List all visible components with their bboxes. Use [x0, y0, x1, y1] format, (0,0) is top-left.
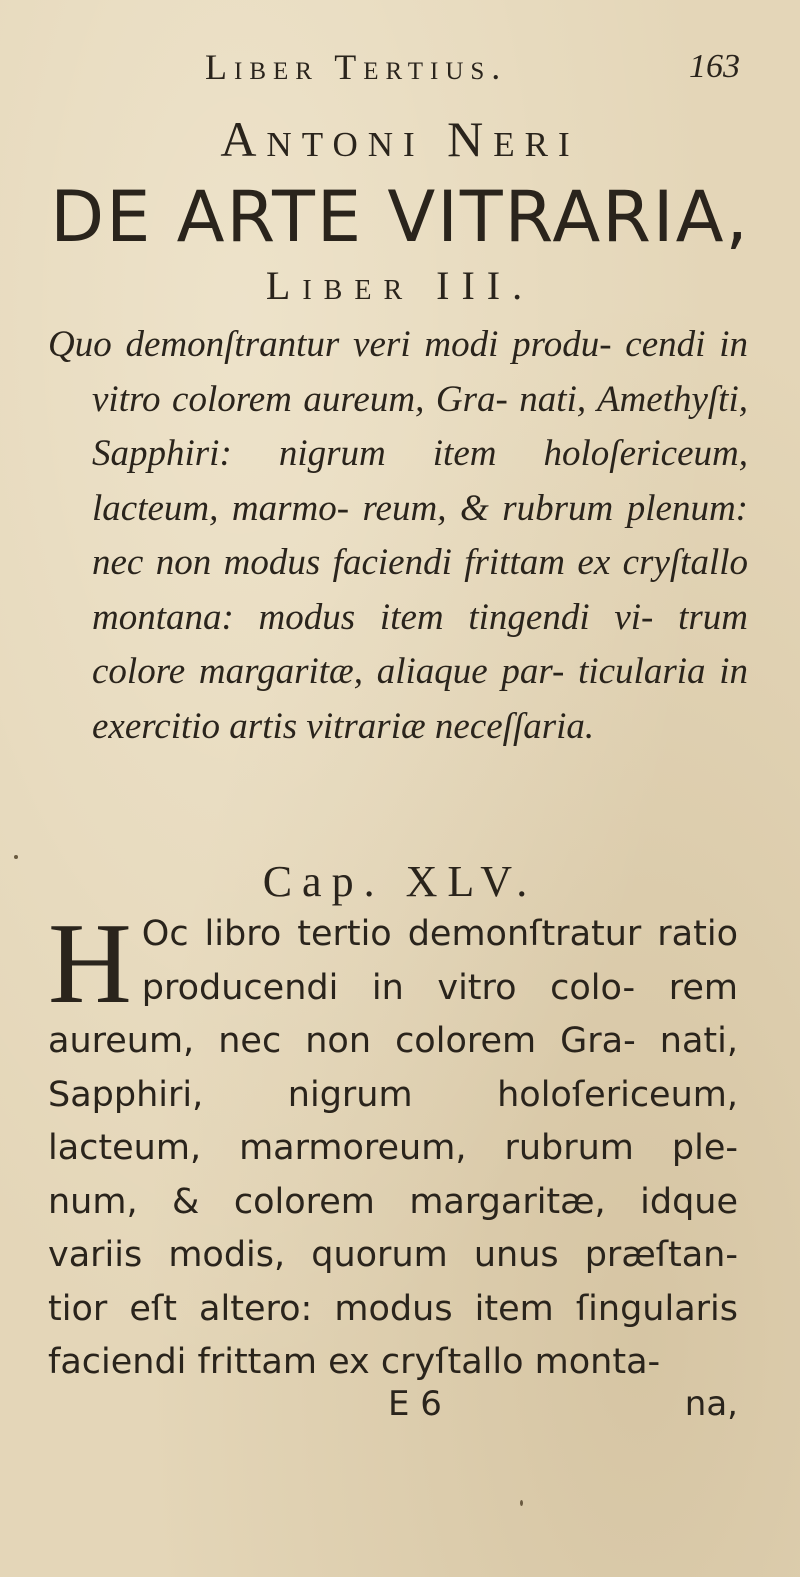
body-paragraph	[48, 900, 738, 1390]
body-text: Oc libro tertio demonſtratur ratio producendi in vitro colo- rem aureum, nec non colorem Gra- nati, Sapphiri, nigrum holoſericeum, lacteum, marmoreum, rubrum ple- num, & colorem margaritæ, idque variis modis, quorum unus præſtan- tior eſt altero: modus item ſingularis faciendi frittam ex cryſtallo monta-	[48, 914, 738, 1382]
paper-speck	[520, 1500, 523, 1506]
running-title: Liber Tertius.	[205, 47, 508, 87]
book-title: DE ARTE VITRARIA,	[50, 176, 750, 258]
page-footer	[0, 1384, 800, 1430]
page-number: 163	[689, 48, 740, 85]
chapter-heading: Cap. XLV.	[262, 857, 538, 906]
signature-mark: E 6	[388, 1384, 442, 1424]
book-number: Liber III.	[265, 263, 535, 308]
author-name: Antoni Neri	[220, 111, 580, 167]
paper-speck	[14, 855, 18, 859]
catchword: na,	[684, 1384, 738, 1424]
drop-cap: H	[48, 900, 132, 1028]
chapter-argument: Quo demonſtrantur veri modi produ- cendi in vitro colorem aureum, Gra- nati, Amethyſti, Sapphiri: nigrum item holoſericeum, lacteum, marmo- reum, & rubrum plenum: nec non modus faciendi frittam ex cryſtallo montana: modus item tingendi vi- trum colore margaritæ, aliaque par- ticularia in exercitio artis vitrariæ neceſſaria.	[48, 324, 748, 747]
running-head	[0, 46, 800, 86]
